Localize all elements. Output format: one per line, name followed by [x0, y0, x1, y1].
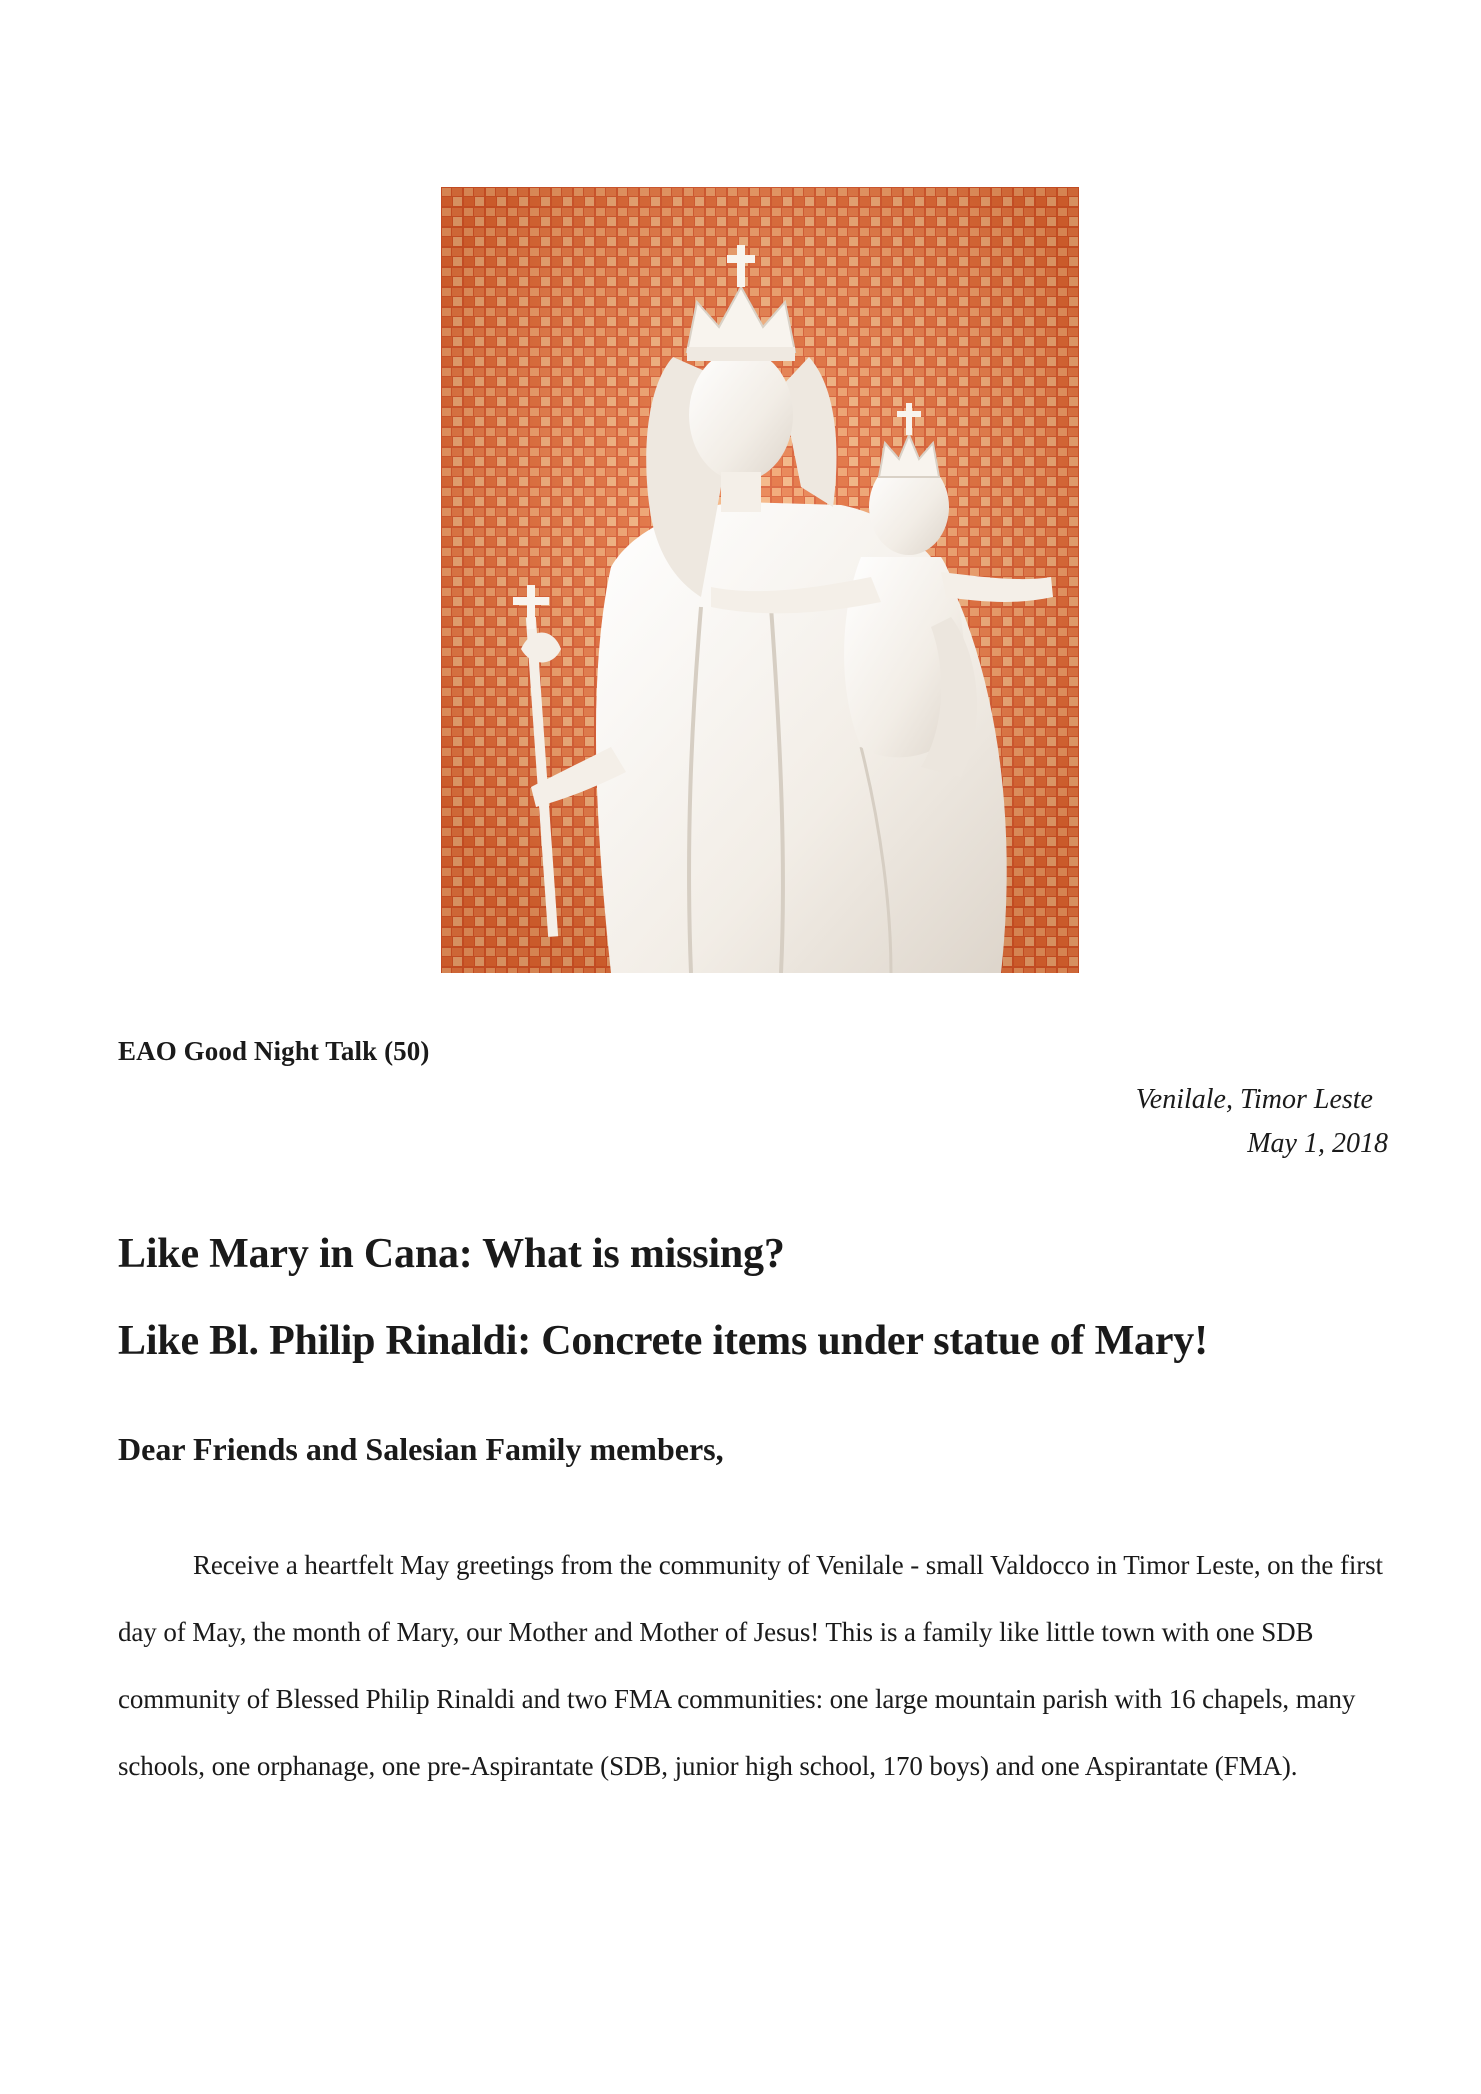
- series-label: EAO Good Night Talk (50): [118, 1036, 430, 1066]
- place-and-date: [1136, 1078, 1388, 1166]
- body-paragraph: Receive a heartfelt May greetings from the community of Venilale - small Valdocco in Timor Leste, on the first day of May, the month of Mary, our Mother and Mother of Jesus! This is a family like little town with one SDB community of Blessed Philip Rinaldi and two FMA communities: one large mountain parish with 16 chapels, many schools, one orphanage, one pre-Aspirantate (SDB, junior high school, 170 boys) and one Aspirantate (FMA).: [118, 1550, 1383, 1781]
- place-text: Venilale, Timor Leste: [1135, 1084, 1373, 1115]
- salutation: Dear Friends and Salesian Family members,: [118, 1431, 724, 1467]
- statue-photo: [441, 187, 1079, 973]
- headline-2: Like Bl. Philip Rinaldi: Concrete items under statue of Mary!: [118, 1318, 1208, 1364]
- statue-illustration: [441, 187, 1079, 973]
- headline-1: Like Mary in Cana: What is missing?: [118, 1231, 785, 1277]
- date-text: May 1, 2018: [1247, 1128, 1388, 1159]
